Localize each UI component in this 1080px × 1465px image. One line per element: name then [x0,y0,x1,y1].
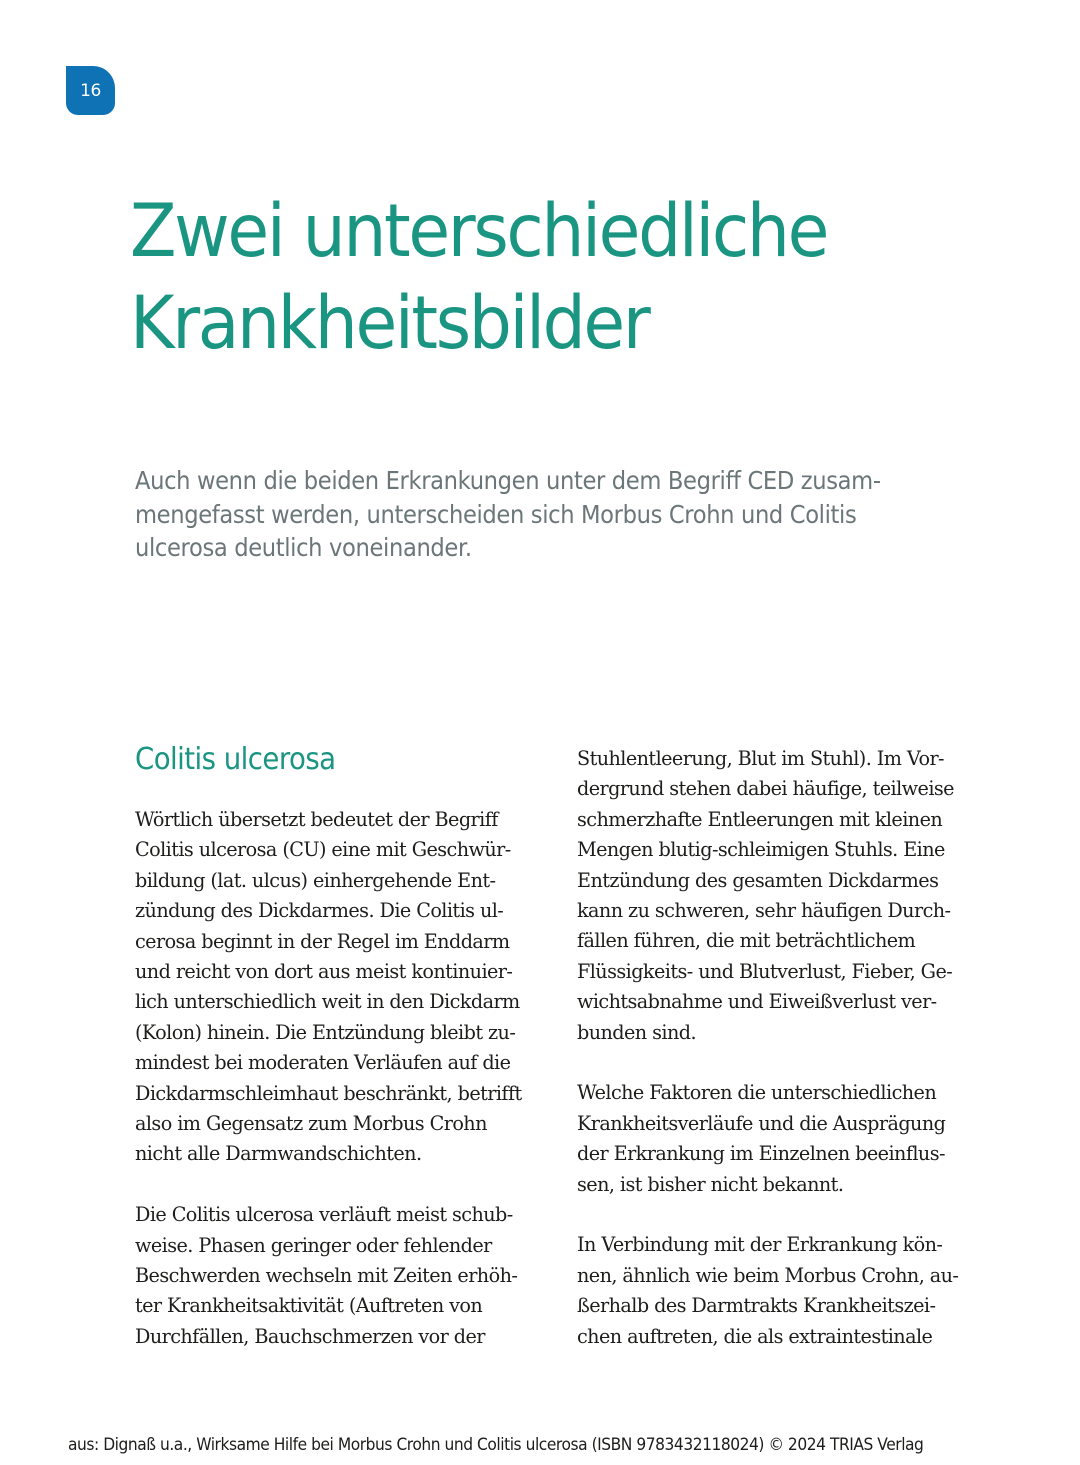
text-line: der Erkrankung im Einzelnen beeinflus- [577,1141,945,1166]
text-line: Dickdarmschleimhaut beschränkt, betrifft [135,1080,522,1105]
text-line: und reicht von dort aus meist kontinuier- [135,959,513,984]
text-line: Krankheitsverläufe und die Ausprägung [577,1110,946,1135]
body-paragraph [577,1229,980,1351]
text-line: weise. Phasen geringer oder fehlender [135,1232,492,1257]
text-line: bildung (lat. ulcus) einhergehende Ent- [135,867,496,892]
text-line: In Verbindung mit der Erkrankung kön- [577,1232,943,1257]
lede-paragraph [135,464,950,565]
text-line: sen, ist bisher nicht bekannt. [577,1171,844,1196]
text-line: ter Krankheitsaktivität (Auftreten von [135,1293,483,1318]
lede-line: ulcerosa deutlich voneinander. [135,533,472,562]
text-line: mindest bei moderaten Verläufen auf die [135,1050,511,1075]
lede-line: Auch wenn die beiden Erkrankungen unter dem Begriff CED zusam- [135,466,881,495]
text-line: nicht alle Darmwandschichten. [135,1141,422,1166]
text-line: dergrund stehen dabei häufige, teilweise [577,776,954,801]
text-line: also im Gegensatz zum Morbus Crohn [135,1111,487,1136]
text-line: Stuhlentleerung, Blut im Stuhl). Im Vor- [577,746,944,770]
text-line: cerosa beginnt in der Regel im Enddarm [135,928,510,953]
footer-citation: aus: Dignaß u.a., Wirksame Hilfe bei Morbus Crohn und Colitis ulcerosa (ISBN 9783432118024) © 2024 TRIAS Verlag [68,1435,924,1455]
text-line: Flüssigkeits- und Blutverlust, Fieber, Ge- [577,958,953,983]
text-line: (Kolon) hinein. Die Entzündung bleibt zu- [135,1019,516,1044]
text-line: Entzündung des gesamten Dickdarmes [577,867,939,892]
text-line: Die Colitis ulcerosa verläuft meist schub- [135,1202,513,1227]
page-title [130,186,967,370]
section-heading: Colitis ulcerosa [135,742,336,777]
title-line: Zwei unterschiedliche [130,189,828,274]
text-line: Mengen blutig-schleimigen Stuhls. Eine [577,837,945,862]
right-column [577,743,997,1381]
text-line: Welche Faktoren die unterschiedlichen [577,1080,937,1105]
body-paragraph [135,804,538,1169]
text-line: nen, ähnlich wie beim Morbus Crohn, au- [577,1262,959,1287]
text-line: Durchfällen, Bauchschmerzen vor der [135,1323,485,1348]
title-line: Krankheitsbilder [130,281,649,366]
text-line: kann zu schweren, sehr häufigen Durch- [577,898,951,923]
text-line: fällen führen, die mit beträchtlichem [577,928,916,953]
text-line: chen auftreten, die als extraintestinale [577,1323,933,1348]
text-line: ßerhalb des Darmtrakts Krankheitszei- [577,1293,936,1318]
text-line: Colitis ulcerosa (CU) eine mit Geschwür- [135,837,511,862]
body-paragraph [577,1077,980,1199]
left-column [135,804,555,1382]
text-line: schmerzhafte Entleerungen mit kleinen [577,806,943,831]
page-number-badge [66,66,115,115]
text-line: Wörtlich übersetzt bedeutet der Begriff [135,807,498,831]
lede-line: mengefasst werden, unterscheiden sich Morbus Crohn und Colitis [135,499,857,529]
body-paragraph [577,743,980,1047]
body-paragraph [135,1199,538,1351]
text-line: zündung des Dickdarmes. Die Colitis ul- [135,898,504,923]
page-number: 16 [80,80,101,101]
text-line: wichtsabnahme und Eiweißverlust ver- [577,989,937,1014]
text-line: Beschwerden wechseln mit Zeiten erhöh- [135,1263,518,1288]
text-line: lich unterschiedlich weit in den Dickdarm [135,989,520,1014]
text-line: bunden sind. [577,1019,696,1044]
